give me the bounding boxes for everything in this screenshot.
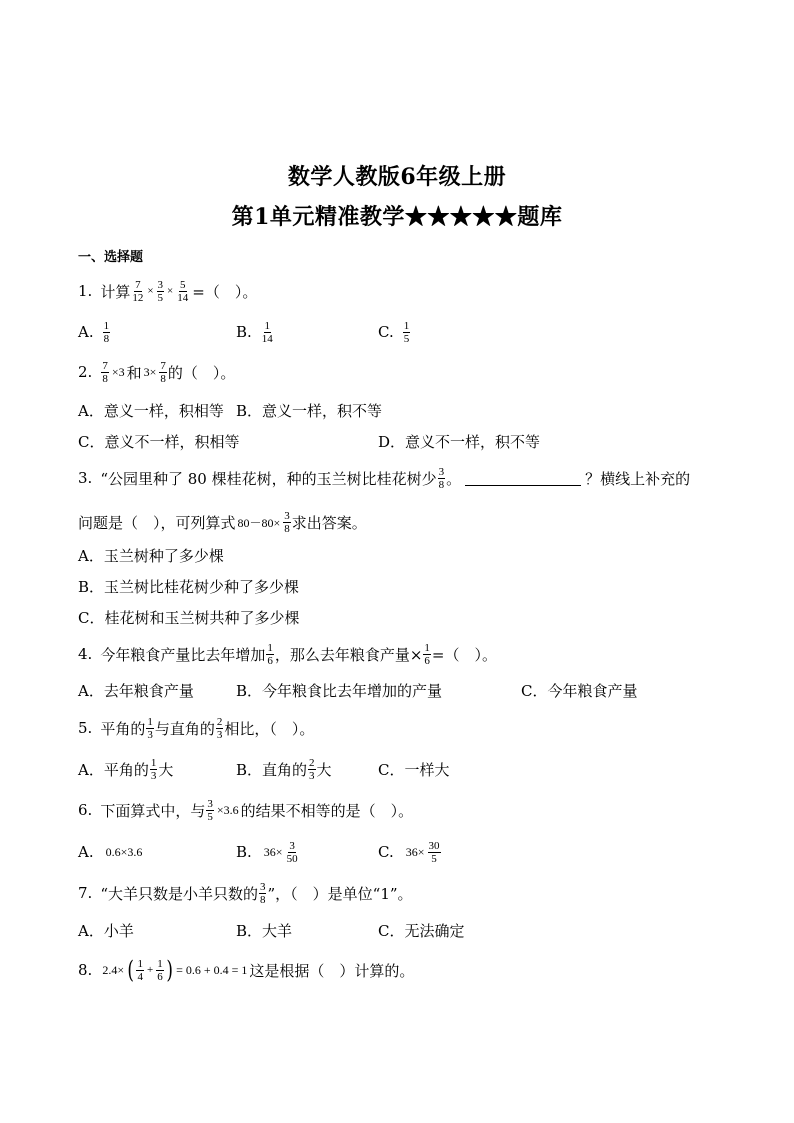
question-text: 计算 [100, 282, 131, 301]
question-3 [78, 461, 690, 495]
fraction: $\frac{7}{8}$ [102, 359, 108, 385]
section-heading: 一、选择题 [78, 250, 144, 265]
option-label: A. [78, 323, 94, 341]
question-text: 这是根据（ ）计算的。 [249, 961, 415, 980]
option-c[interactable]: C．意义不一样，积相等 [78, 432, 240, 451]
math-expression: ×3 [111, 364, 125, 379]
question-text: ，那么去年粮食产量× [274, 645, 423, 664]
option-label: B. [236, 323, 252, 341]
option-text: B．直角的 [236, 760, 308, 779]
question-text: 和 [126, 363, 142, 382]
question-number: 4. [78, 645, 93, 663]
question-text: ？横线上补充的 [585, 469, 691, 488]
math-expression: 36× [405, 844, 425, 859]
fraction: $\frac{1}{6}$ [424, 641, 430, 667]
fraction: $\frac{3}{5}$ [207, 797, 213, 823]
fraction: $\frac{3}{8}$ [284, 509, 290, 535]
plus-sign: + [146, 964, 154, 976]
math-expression: 36× [263, 844, 283, 859]
option-c[interactable]: C．桂花树和玉兰树共种了多少棵 [78, 608, 300, 627]
question-4 [78, 637, 497, 671]
option-a[interactable] [78, 752, 173, 786]
question-text: “大羊只数是小羊只数的 [100, 884, 258, 903]
question-number: 2. [78, 363, 93, 381]
fraction: $\frac{3}{5}$ [157, 278, 164, 304]
question-number: 3. [78, 469, 93, 487]
math-expression: 2.4× [102, 962, 125, 977]
option-c[interactable]: C．一样大 [378, 760, 450, 779]
option-a[interactable] [78, 315, 111, 349]
question-text: 平角的 [100, 719, 146, 738]
question-text: =（ ）。 [431, 645, 497, 664]
option-b[interactable]: B．今年粮食比去年增加的产量 [236, 681, 443, 700]
option-a[interactable]: A．玉兰树种了多少棵 [78, 546, 224, 565]
question-text: 相比，（ ）。 [224, 719, 315, 738]
times-sign: × [147, 285, 154, 297]
fraction: $\frac{1}{8}$ [103, 319, 110, 345]
question-text: 与直角的 [154, 719, 215, 738]
page-title: 数学人教版6年级上册 [287, 164, 507, 190]
fraction: $\frac{5}{14}$ [177, 278, 189, 304]
fraction: $\frac{1}{3}$ [147, 715, 153, 741]
math-expression: ×3.6 [216, 802, 239, 817]
option-label: B. [236, 843, 252, 861]
question-text: 的（ ）。 [167, 363, 236, 382]
option-a[interactable] [78, 835, 144, 869]
question-text: ”，（ ）是单位“1”。 [267, 884, 413, 903]
question-text: 今年粮食产量比去年增加 [100, 645, 266, 664]
question-text: 的结果不相等的是（ ）。 [240, 801, 414, 820]
option-b[interactable] [236, 315, 275, 349]
option-c[interactable]: C．无法确定 [378, 921, 465, 940]
math-expression: = 0.6 + 0.4 = 1 [176, 962, 248, 977]
fraction: $\frac{1}{14}$ [261, 319, 273, 345]
fraction: $\frac{3}{8}$ [438, 465, 445, 491]
math-expression: 3× [143, 364, 157, 379]
option-c[interactable]: C．今年粮食产量 [521, 681, 638, 700]
option-label: C. [378, 843, 394, 861]
option-label: A. [78, 843, 94, 861]
math-expression: 80－80× [237, 515, 281, 530]
fraction: $\frac{1}{4}$ [137, 957, 143, 983]
question-text: 求出答案。 [291, 513, 367, 532]
option-text: A．平角的 [78, 760, 149, 779]
fraction: $\frac{1}{6}$ [157, 957, 163, 983]
option-b[interactable]: B．玉兰树比桂花树少种了多少棵 [78, 577, 300, 596]
question-text: 下面算式中，与 [100, 801, 206, 820]
option-a[interactable]: A．小羊 [78, 921, 134, 940]
option-d[interactable]: D．意义不一样，积不等 [378, 432, 541, 451]
question-7 [78, 876, 413, 910]
fraction: $\frac{2}{3}$ [216, 715, 223, 741]
question-8 [78, 950, 414, 990]
times-sign: × [167, 285, 174, 297]
option-c[interactable] [378, 835, 442, 869]
fill-in-blank[interactable] [465, 471, 581, 486]
fraction: $\frac{1}{3}$ [150, 756, 157, 782]
option-c[interactable] [378, 315, 411, 349]
option-b[interactable] [236, 835, 300, 869]
page-subtitle: 第1单元精准教学★★★★★题库 [231, 204, 563, 230]
question-3-line-2 [78, 502, 367, 542]
question-number: 8. [78, 961, 93, 979]
fraction: $\frac{1}{6}$ [267, 641, 273, 667]
question-text: “公园里种了 80 棵桂花树，种的玉兰树比桂花树少 [100, 469, 437, 488]
question-text: =（ ）。 [192, 282, 258, 301]
option-b[interactable]: B．大羊 [236, 921, 293, 940]
fraction: $\frac{7}{12}$ [132, 278, 144, 304]
fraction: $\frac{3}{50}$ [286, 839, 298, 865]
option-a[interactable]: A．去年粮食产量 [78, 681, 194, 700]
fraction: $\frac{2}{3}$ [309, 756, 315, 782]
fraction: $\frac{1}{5}$ [403, 319, 410, 345]
question-text: 。 [446, 469, 462, 488]
question-2 [78, 355, 235, 389]
close-paren-icon: ) [166, 956, 173, 984]
question-number: 6. [78, 801, 93, 819]
question-5 [78, 711, 314, 745]
question-number: 7. [78, 884, 93, 902]
option-a[interactable]: A．意义一样，积相等 [78, 401, 224, 420]
option-text: 大 [316, 760, 332, 779]
question-text: 问题是（ ），可列算式 [78, 513, 236, 532]
option-label: C. [378, 323, 394, 341]
question-number: 5. [78, 719, 93, 737]
question-number: 1. [78, 282, 93, 300]
question-1 [78, 274, 257, 308]
question-6 [78, 793, 413, 827]
fraction: $\frac{30}{5}$ [428, 839, 440, 865]
math-expression: 0.6×3.6 [105, 844, 143, 859]
option-text: 大 [158, 760, 174, 779]
open-paren-icon: ( [127, 956, 135, 984]
fraction: $\frac{7}{8}$ [160, 359, 166, 385]
fraction: $\frac{3}{8}$ [259, 880, 266, 906]
option-b[interactable]: B．意义一样，积不等 [236, 401, 383, 420]
option-b[interactable] [236, 752, 332, 786]
